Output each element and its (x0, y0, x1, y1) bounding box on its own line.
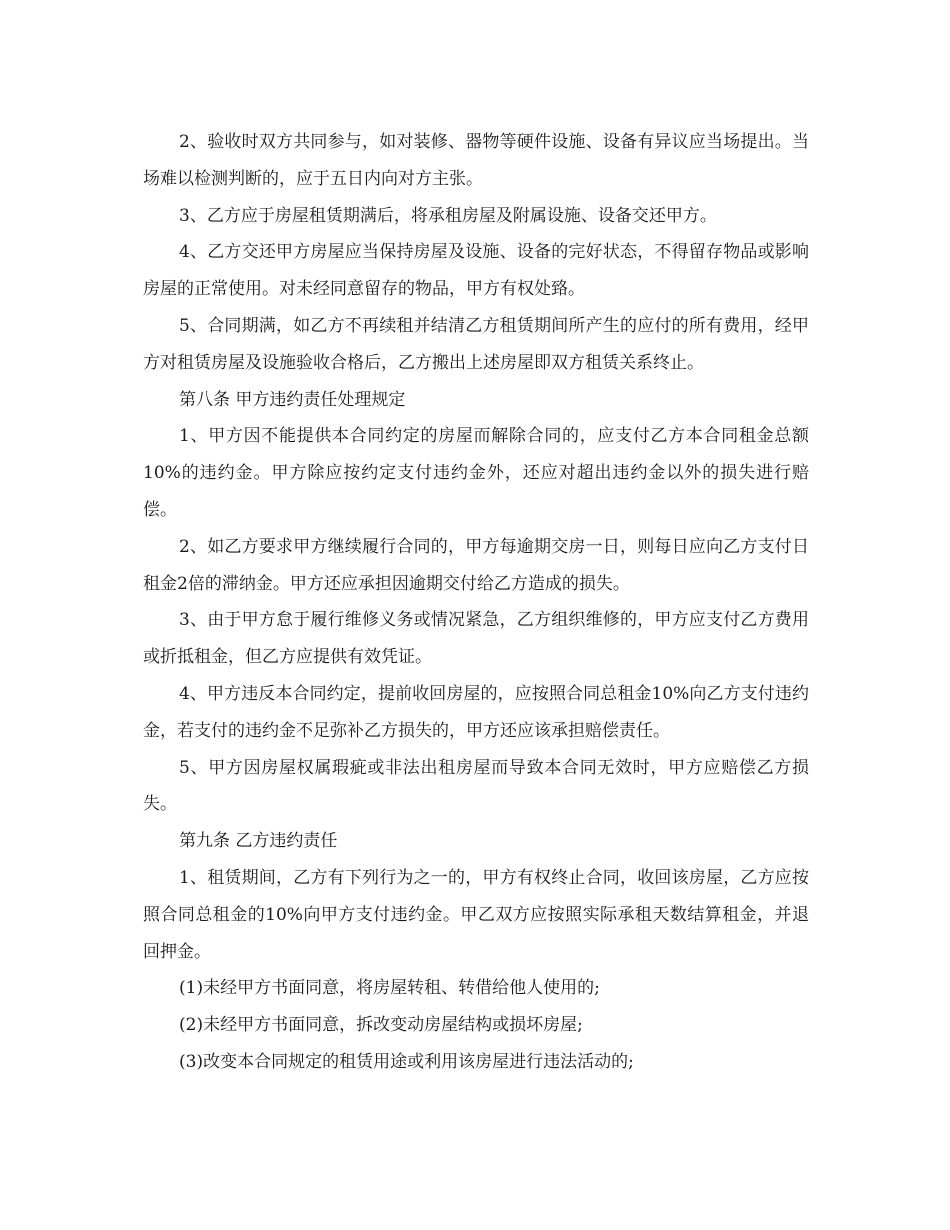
section-heading: 第九条 乙方违约责任 (179, 831, 338, 852)
paragraph: 2、如乙方要求甲方继续履行合同的，甲方每逾期交房一日，则每日应向乙方支付日租金2倍的滞纳金。甲方还应承担因逾期交付给乙方造成的损失。 (143, 536, 809, 594)
list-item: (2)未经甲方书面同意，拆改变动房屋结构或损坏房屋; (179, 1015, 583, 1036)
section-heading: 第八条 甲方违约责任处理规定 (179, 389, 406, 410)
paragraph: 3、由于甲方怠于履行维修义务或情况紧急，乙方组织维修的，甲方应支付乙方费用或折抵租金，但乙方应提供有效凭证。 (143, 610, 809, 668)
paragraph: 3、乙方应于房屋租赁期满后，将承租房屋及附属设施、设备交还甲方。 (179, 205, 717, 226)
list-item: (1)未经甲方书面同意，将房屋转租、转借给他人使用的; (179, 978, 600, 999)
paragraph: 1、甲方因不能提供本合同约定的房屋而解除合同的，应支付乙方本合同租金总额10%的违约金。甲方除应按约定支付违约金外，还应对超出违约金以外的损失进行赔偿。 (143, 426, 809, 520)
paragraph: 4、乙方交还甲方房屋应当保持房屋及设施、设备的完好状态，不得留存物品或影响房屋的正常使用。对未经同意留存的物品，甲方有权处臵。 (143, 242, 809, 300)
list-item: (3)改变本合同规定的租赁用途或利用该房屋进行违法活动的; (179, 1051, 634, 1072)
paragraph: 5、甲方因房屋权属瑕疵或非法出租房屋而导致本合同无效时，甲方应赔偿乙方损失。 (143, 757, 809, 815)
paragraph: 2、验收时双方共同参与，如对装修、器物等硬件设施、设备有异议应当场提出。当场难以检测判断的，应于五日内向对方主张。 (143, 132, 809, 189)
paragraph: 1、租赁期间，乙方有下列行为之一的，甲方有权终止合同，收回该房屋，乙方应按照合同总租金的10%向甲方支付违约金。甲乙双方应按照实际承租天数结算租金，并退回押金。 (143, 867, 809, 962)
paragraph: 5、合同期满，如乙方不再续租并结清乙方租赁期间所产生的应付的所有费用，经甲方对租赁房屋及设施验收合格后，乙方搬出上述房屋即双方租赁关系终止。 (143, 315, 809, 373)
paragraph: 4、甲方违反本合同约定，提前收回房屋的，应按照合同总租金10%向乙方支付违约金，若支付的违约金不足弥补乙方损失的，甲方还应该承担赔偿责任。 (143, 683, 809, 741)
document-body (143, 124, 809, 1081)
